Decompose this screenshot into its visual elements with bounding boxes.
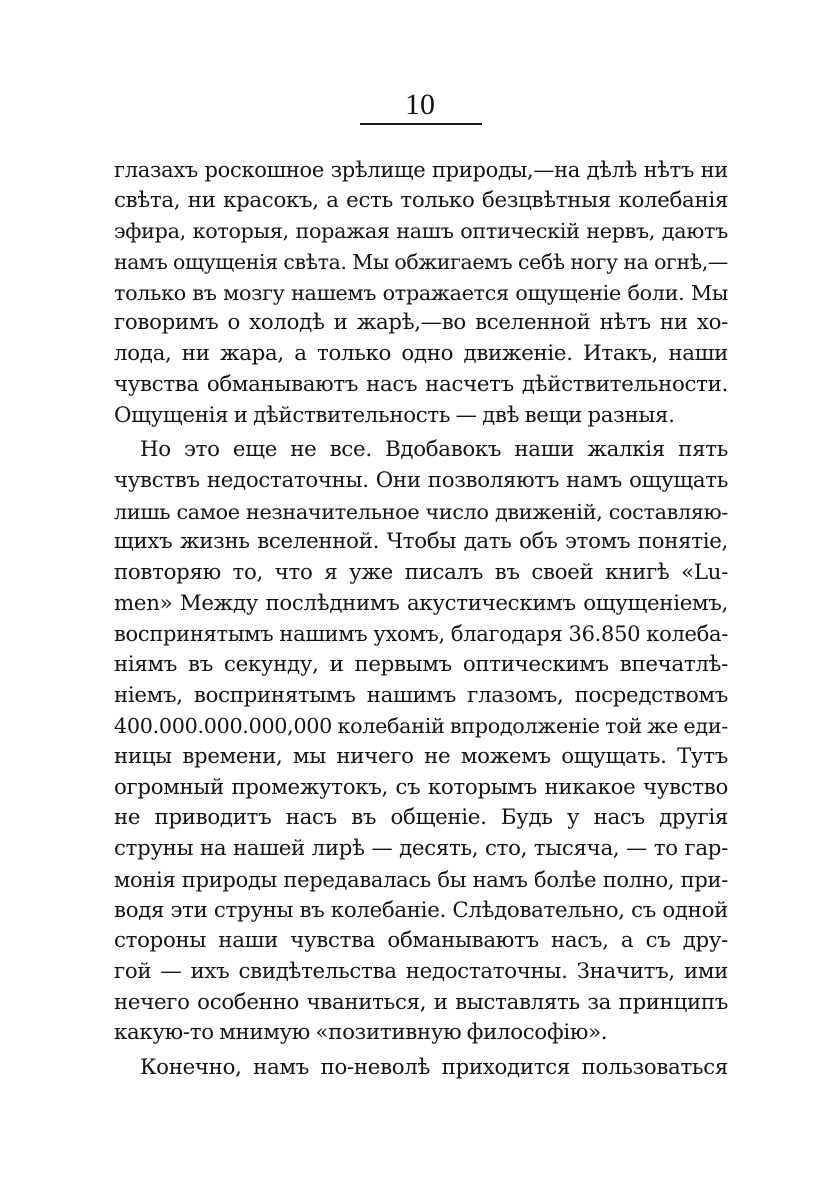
text-line: глазахъ роскошное зрѣлище природы,—на дѣлѣ нѣтъ ни (114, 158, 728, 182)
text-line: только въ мозгу нашемъ отражается ощущеніе боли. Мы (114, 280, 728, 305)
text-line: монія природы передавалась бы намъ болѣе полно, при- (114, 867, 728, 892)
text-line: чувствъ недостаточны. Они позволяютъ намъ ощущать (114, 467, 728, 493)
text-line: men» Между послѣднимъ акустическимъ ощущеніемъ, (114, 590, 728, 616)
text-line: водя эти струны въ колебаніе. Слѣдовательно, съ одной (114, 897, 728, 923)
paragraph-3 (114, 1053, 728, 1084)
text-line: намъ ощущенія свѣта. Мы обжигаемъ себѣ ногу на огнѣ,— (114, 250, 728, 275)
text-line: чувства обманываютъ насъ насчетъ дѣйствительности. (114, 371, 728, 397)
text-line: какую-то мнимую «позитивную философію». (114, 1020, 608, 1046)
text-line: нечего особенно чваниться, и выставлять за принципъ (114, 989, 728, 1015)
text-line: огромный промежутокъ, съ которымъ никакое чувство (114, 774, 728, 800)
text-line: струны на нашей лирѣ — десять, сто, тысяча, — то гар- (114, 836, 728, 862)
text-line: Ощущенія и дѣйствительность — двѣ вещи разныя. (114, 402, 675, 428)
text-line: повторяю то, что я уже писалъ въ своей книгѣ «Lu- (114, 559, 728, 585)
text-line: не приводитъ насъ въ общеніе. Будь у насъ другія (114, 805, 728, 831)
text-line: ницы времени, мы ничего не можемъ ощущать. Тутъ (114, 744, 728, 770)
header-rule (360, 123, 482, 125)
text-line: ніемъ, воспринятымъ нашимъ глазомъ, посредствомъ (114, 682, 728, 708)
text-line: гой — ихъ свидѣтельства недостаточны. Значитъ, ими (114, 958, 728, 984)
text-line: воспринятымъ нашимъ ухомъ, благодаря 36.850 колеба- (114, 622, 728, 647)
paragraph-1 (114, 155, 728, 431)
body-text (114, 155, 728, 1084)
text-line: Конечно, намъ по-неволѣ приходится пользоваться (140, 1054, 728, 1080)
text-line: Но это еще не все. Вдобавокъ наши жалкія пять (140, 437, 728, 463)
text-line: эфира, которыя, поражая нашъ оптическій нервъ, даютъ (114, 219, 728, 244)
text-line: 400.000.000.000,000 колебаній впродолженіе той же еди- (114, 714, 728, 739)
text-line: щихъ жизнь вселенной. Чтобы дать объ этомъ понятіе, (114, 529, 728, 555)
text-line: ніямъ въ секунду, и первымъ оптическимъ впечатлѣ- (114, 652, 728, 677)
text-line: лишь самое незначительное число движеній, составляю- (114, 499, 728, 524)
text-line: свѣта, ни красокъ, а есть только безцвѣтныя колебанія (114, 187, 728, 213)
text-line: лода, ни жара, а только одно движеніе. Итакъ, наши (114, 341, 728, 367)
page-header (0, 88, 840, 122)
text-line: стороны наши чувства обманываютъ насъ, а съ дру- (114, 928, 728, 954)
text-line: говоримъ о холодѣ и жарѣ,—во вселенной нѣтъ ни хо- (114, 310, 728, 336)
paragraph-2 (114, 435, 728, 1049)
page-number: 10 (405, 88, 435, 121)
